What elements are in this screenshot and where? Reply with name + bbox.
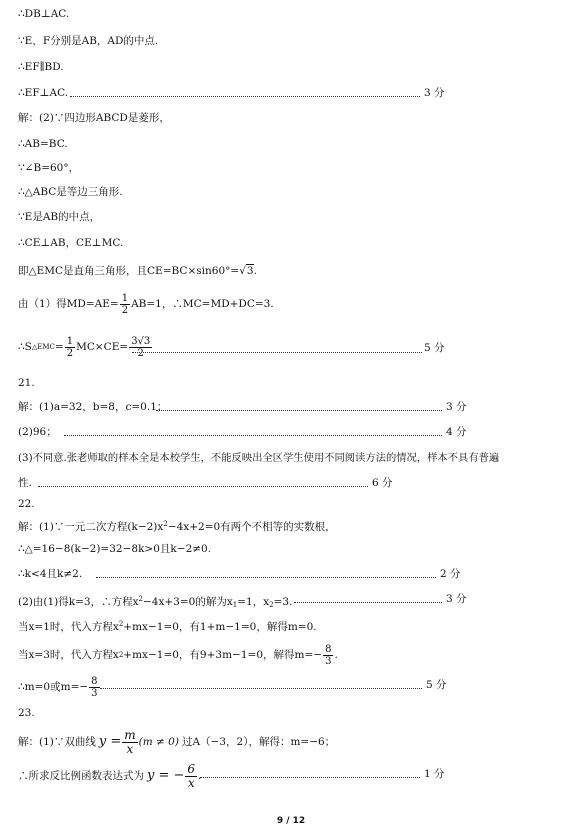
text-line: 解：(1)a=32，b=8，c=0.1； <box>18 401 168 413</box>
text-segment: = <box>54 341 64 353</box>
text-line <box>18 289 570 319</box>
text-segment: (2)由(1)得k=3，∴方程x <box>18 596 139 608</box>
superscript: 2 <box>118 651 124 659</box>
text-segment: −4x+3=0的解为x <box>142 596 233 608</box>
text-line: ∴k<4且k≠2. <box>18 568 83 580</box>
text-segment: +mx−1=0，有1+m−1=0，解得m=0. <box>123 621 317 633</box>
math-expression: y = − <box>147 768 185 783</box>
text-segment: 解：(1)∵双曲线 <box>18 736 96 748</box>
text-segment: 即△EMC是直角三角形，且CE=BC×sin60°= <box>18 265 240 277</box>
leader-dots <box>38 486 368 487</box>
fraction <box>129 336 152 359</box>
fraction-denominator: x <box>126 741 134 756</box>
fraction <box>65 336 75 359</box>
text-line: ∵∠B=60°， <box>18 162 80 174</box>
text-segment: . <box>198 770 202 782</box>
text-line: ∵E是AB的中点， <box>18 211 101 223</box>
fraction-numerator: 3√3 <box>131 335 151 347</box>
leader-dots <box>96 577 436 578</box>
leader-dots <box>100 688 422 689</box>
text-segment: . <box>334 649 338 661</box>
text-line: (3)不同意.张老师取的样本全是本校学生，不能反映出全区学生使用不同阅读方法的情况，样本不具有普遍 <box>18 452 500 464</box>
sqrt-expression: √3 <box>239 265 254 277</box>
math-expression: y = <box>98 734 122 749</box>
fraction <box>185 763 197 790</box>
text-segment: ∴所求反比例函数表达式为 <box>18 770 144 782</box>
text-segment: 当x=1时，代入方程x <box>18 621 119 633</box>
subscript: 2 <box>269 601 274 609</box>
score-label: 1 分 <box>424 768 445 780</box>
text-segment: ∴m=0或m=− <box>18 681 89 693</box>
page-number: 9 / 12 <box>276 816 306 826</box>
text-line: ∴DB⊥AC. <box>18 8 70 20</box>
leader-dots <box>156 410 442 411</box>
text-line <box>18 758 570 794</box>
fraction-numerator: 8 <box>325 643 332 655</box>
leader-dots <box>64 435 442 436</box>
fraction <box>89 676 99 699</box>
text-segment: 解：(1)∵一元二次方程(k−2)x <box>18 521 164 533</box>
text-segment: 过A（−3，2），解得：m=−6； <box>181 736 336 748</box>
text-segment: =3. <box>273 596 293 608</box>
text-segment: AB=1，∴MC=MD+DC=3. <box>131 298 274 310</box>
text-line <box>18 264 570 278</box>
text-line: 21. <box>18 377 35 389</box>
text-segment: −4x+2=0有两个不相等的实数根， <box>167 521 336 533</box>
text-line: ∴△ABC是等边三角形. <box>18 186 123 198</box>
text-line: ∴EF⊥AC. <box>18 87 69 99</box>
score-label: 3 分 <box>446 593 467 605</box>
text-segment: +mx−1=0，有9+3m−1=0，解得m=− <box>123 649 323 661</box>
fraction <box>120 293 130 316</box>
text-segment: =1，x <box>237 596 270 608</box>
text-line <box>18 670 570 704</box>
text-line: ∴AB=BC. <box>18 138 68 150</box>
text-line: (2)96； <box>18 426 57 438</box>
text-line: 性. <box>18 477 32 489</box>
text-line <box>18 724 570 760</box>
score-label: 3 分 <box>424 87 445 99</box>
fraction-numerator: m <box>124 727 136 742</box>
leader-dots <box>200 777 420 778</box>
text-segment: ∴S <box>18 341 32 353</box>
text-line: ∴EF∥BD. <box>18 61 64 73</box>
fraction-denominator: 2 <box>121 304 129 316</box>
superscript: 2 <box>138 595 143 603</box>
text-line: 23. <box>18 707 35 719</box>
leader-dots <box>294 602 442 603</box>
text-line: 解：(2)∵四边形ABCD是菱形， <box>18 112 170 124</box>
text-line <box>18 638 570 672</box>
fraction-numerator: 1 <box>66 335 74 347</box>
fraction <box>323 644 333 667</box>
text-line <box>18 330 570 364</box>
score-label: 2 分 <box>440 568 461 580</box>
superscript: 2 <box>163 520 168 528</box>
score-label: 5 分 <box>426 679 447 691</box>
subscript: 1 <box>232 601 238 609</box>
text-line: ∴CE⊥AB，CE⊥MC. <box>18 237 124 249</box>
text-segment: . <box>253 265 257 277</box>
text-line: 22. <box>18 498 35 510</box>
text-line <box>18 617 570 634</box>
sqrt-radicand: 3 <box>246 265 254 277</box>
math-expression: (m ≠ 0) <box>138 736 179 748</box>
fraction-numerator: 1 <box>121 292 129 304</box>
fraction-denominator: 3 <box>325 655 332 667</box>
fraction-denominator: 2 <box>137 347 144 359</box>
score-label: 6 分 <box>372 477 393 489</box>
superscript: 2 <box>118 620 124 628</box>
score-label: 5 分 <box>424 342 445 354</box>
fraction-denominator: 2 <box>66 347 74 359</box>
score-label: 3 分 <box>446 401 467 413</box>
text-segment: 当x=3时，代入方程x <box>18 649 119 661</box>
text-line: ∴△=16−8(k−2)=32−8k>0且k−2≠0. <box>18 543 212 555</box>
fraction <box>122 729 137 756</box>
leader-dots <box>132 352 422 353</box>
fraction-numerator: 8 <box>91 675 98 687</box>
subscript: △EMC <box>31 343 55 351</box>
leader-dots <box>70 96 420 97</box>
text-segment: 由（1）得MD=AE= <box>18 298 119 310</box>
score-label: 4 分 <box>446 426 467 438</box>
fraction-numerator: 6 <box>187 761 196 776</box>
text-line <box>18 517 570 534</box>
fraction-denominator: 3 <box>91 687 98 699</box>
fraction-denominator: x <box>187 775 195 790</box>
text-line: ∵E，F分别是AB，AD的中点. <box>18 35 159 47</box>
text-segment: MC×CE= <box>76 341 129 353</box>
